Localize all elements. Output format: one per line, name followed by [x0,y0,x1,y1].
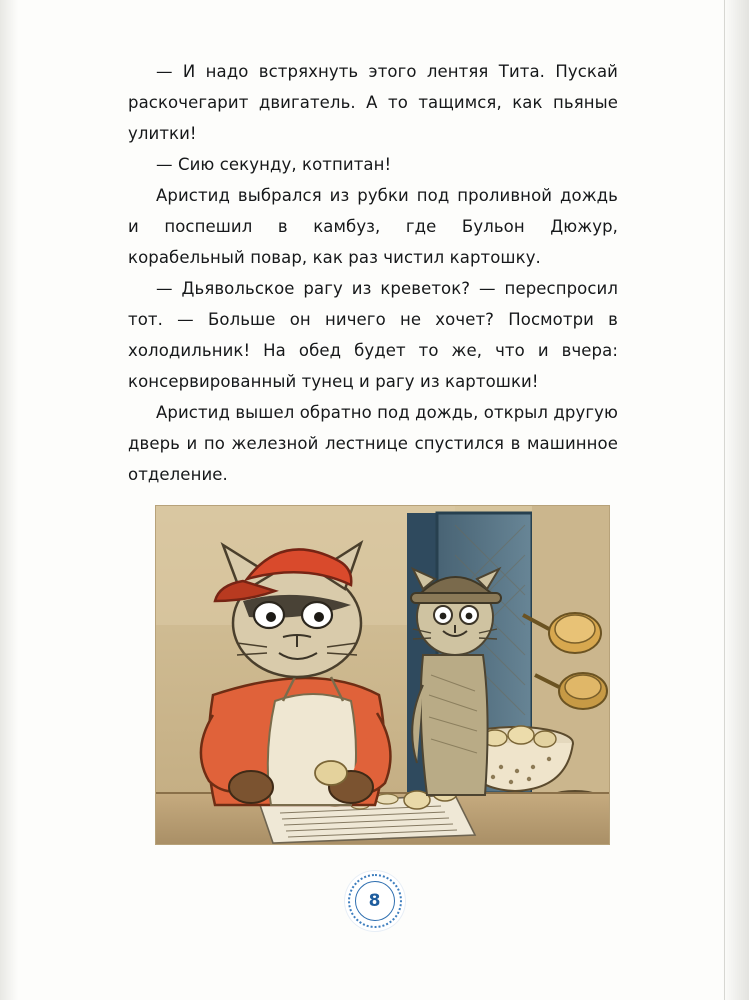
paragraph-5: Аристид вышел обратно под дождь, открыл другую дверь и по железной лестнице спустился в машинное отделение. [128,403,618,484]
paragraph-3: Аристид выбрался из рубки под проливной дождь и поспешил в камбуз, где Бульон Дюжур, корабельный повар, как раз чистил картошку. [128,186,618,267]
page-spine-line [724,0,725,1000]
paragraph-1: — И надо встряхнуть этого лентяя Тита. Пускай раскочегарит двигатель. А то тащимся, как пьяные улитки! [128,62,618,143]
page-number: 8 [368,891,381,911]
body-text [128,56,618,490]
chapter-illustration [155,505,610,845]
paragraph-2: — Сию секунду, котпитан! [156,155,392,174]
page-edge-right-shading [723,0,749,1000]
page-number-badge [348,874,402,928]
page-edge-left-shading [0,0,18,1000]
paragraph-4: — Дьявольское рагу из креветок? — переспросил тот. — Больше он ничего не хочет? Посмотри в холодильник! На обед будет то же, что и вчера: консервированный тунец и рагу из картошки! [128,279,618,391]
